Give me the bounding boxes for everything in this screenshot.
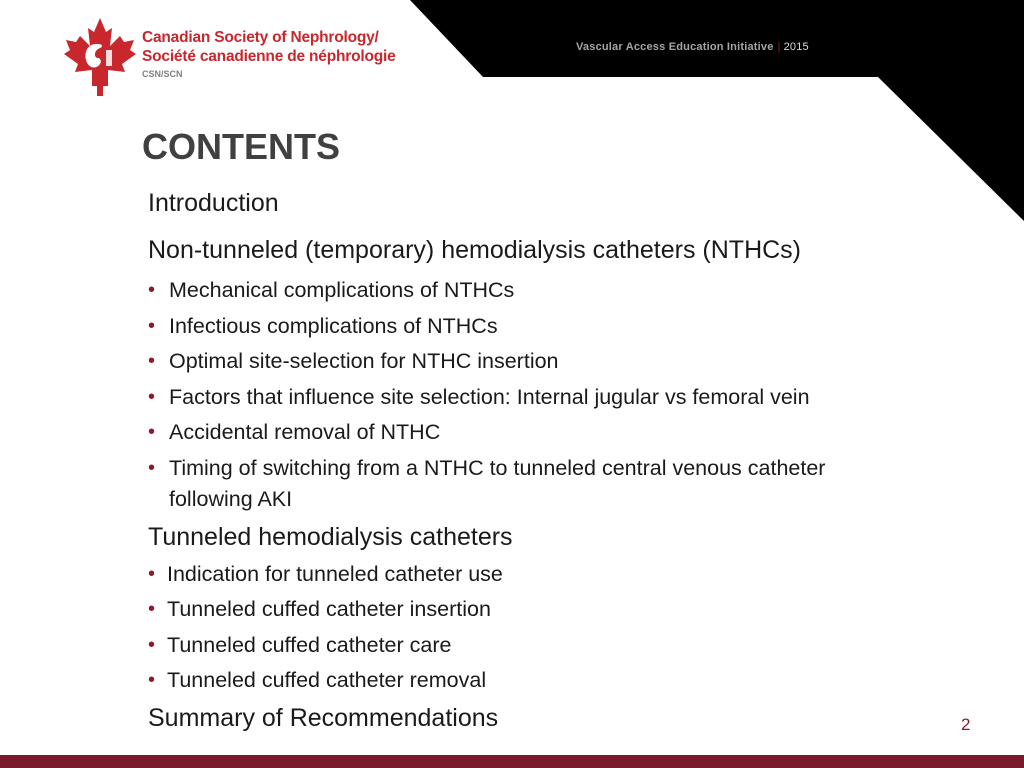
list-item: [148, 311, 948, 342]
bullet-icon: •: [148, 385, 156, 408]
list-item: [148, 453, 948, 515]
bullet-icon: •: [148, 456, 156, 479]
header-year: 2015: [783, 41, 809, 53]
list-item-label: Indication for tunneled catheter use: [167, 561, 503, 586]
bullet-icon: •: [148, 350, 156, 372]
logo-abbreviation: CSN/SCN: [142, 69, 183, 79]
bullet-icon: •: [148, 314, 156, 337]
bullet-icon: •: [148, 562, 156, 585]
section-summary: Summary of Recommendations: [148, 703, 499, 732]
list-item-label: Tunneled cuffed catheter insertion: [167, 597, 491, 621]
csn-logo: [62, 16, 407, 98]
bullet-icon: •: [148, 279, 156, 301]
list-item-label: Timing of switching from a NTHC to tunneled central venous catheter: [169, 455, 826, 480]
list-item: [148, 594, 948, 625]
list-item-label: Infectious complications of NTHCs: [169, 313, 498, 338]
list-item: [148, 559, 948, 590]
section-introduction: Introduction: [148, 189, 279, 217]
list-item: [148, 382, 948, 413]
list-item: [148, 275, 948, 306]
bullet-icon: •: [148, 669, 156, 691]
list-item: [148, 665, 948, 696]
list-item-label: Optimal site-selection for NTHC insertion: [169, 349, 559, 373]
tunneled-bullet-list: [148, 559, 948, 697]
list-item-label: Tunneled cuffed catheter care: [167, 632, 452, 657]
page-number: 2: [961, 715, 971, 734]
list-item-label: Tunneled cuffed catheter removal: [167, 668, 487, 692]
nthc-bullet-list: [148, 275, 948, 515]
bullet-icon: •: [148, 633, 156, 656]
section-nthc: Non-tunneled (temporary) hemodialysis catheters (NTHCs): [148, 236, 802, 264]
header-initiative-label: [576, 41, 809, 53]
list-item-label: Mechanical complications of NTHCs: [169, 278, 515, 302]
list-item: [148, 346, 948, 377]
section-tunneled: Tunneled hemodialysis catheters: [148, 522, 513, 551]
logo-org-name-en: Canadian Society of Nephrology/: [142, 29, 379, 46]
bullet-icon: •: [148, 598, 156, 620]
footer-bar: [0, 755, 1024, 768]
logo-org-name-fr: Société canadienne de néphrologie: [142, 48, 396, 65]
list-item-label-continued: following AKI: [169, 486, 293, 511]
contents-list: [148, 186, 948, 735]
list-item-label: Accidental removal of NTHC: [169, 420, 441, 444]
bullet-icon: •: [148, 421, 156, 443]
list-item-label: Factors that influence site selection: Internal jugular vs femoral vein: [169, 384, 810, 409]
slide-title: CONTENTS: [142, 126, 340, 167]
initiative-text: Vascular Access Education Initiative: [576, 41, 774, 53]
maple-leaf-kidney-icon: [62, 16, 138, 98]
list-item: [148, 630, 948, 661]
header-separator: |: [777, 41, 781, 53]
list-item: [148, 417, 948, 448]
